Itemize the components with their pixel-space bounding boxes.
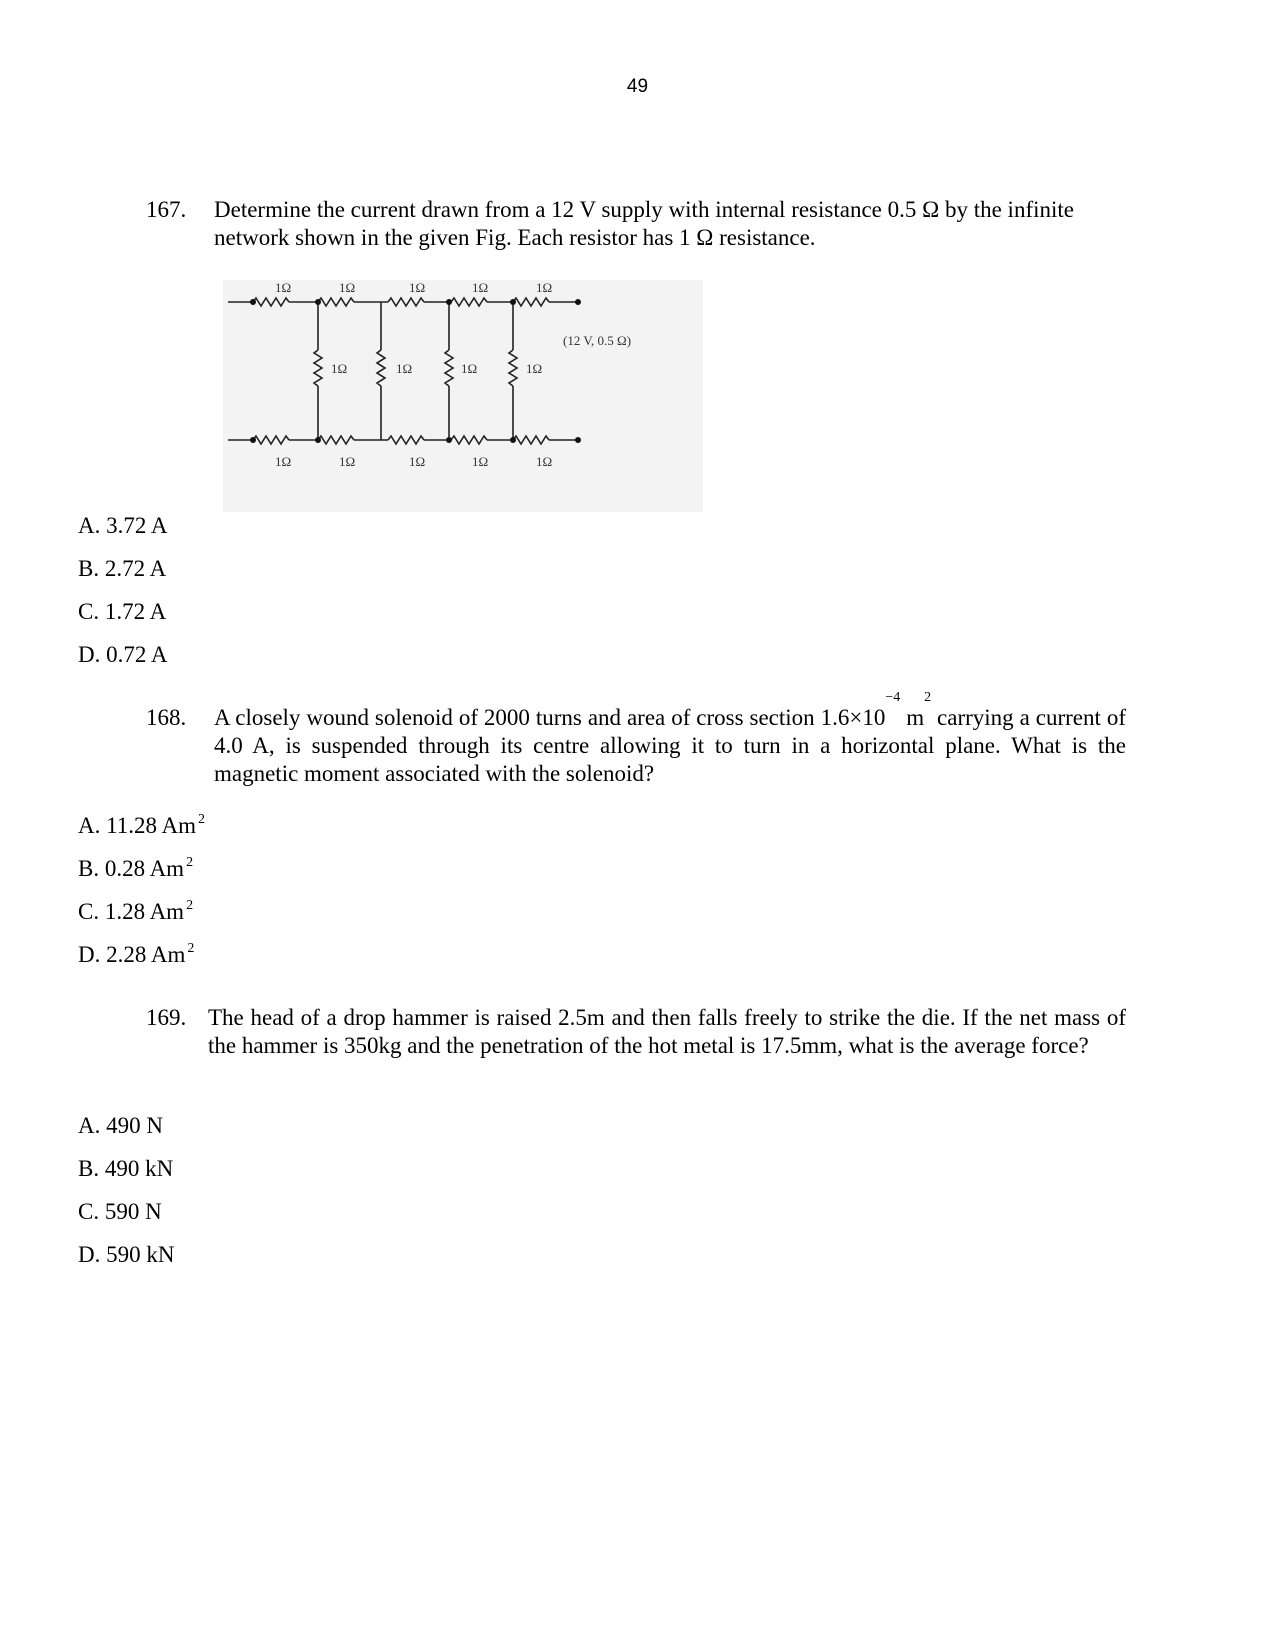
- option-d[interactable]: D. 0.72 A: [78, 642, 168, 667]
- question-text: A closely wound solenoid of 2000 turns and area of cross section $1.6\times 10^{-4}$ $m^2$ carrying a current of 4.0 A, is suspended through its centre allowing it to turn in a horizontal plane. What is the magnetic moment associated with the solenoid?: [214, 690, 1126, 786]
- resistor-label: 1Ω: [331, 361, 348, 376]
- resistor-label: 1Ω: [526, 361, 543, 376]
- question-text: Determine the current drawn from a 12 V supply with internal resistance 0.5 Ω by the infinite network shown in the given Fig. Each resistor has 1 Ω resistance.: [214, 197, 1074, 250]
- question-number: 168.: [146, 705, 187, 730]
- resistor-label: 1Ω: [472, 454, 489, 469]
- resistor-label: 1Ω: [396, 361, 413, 376]
- terminal: [575, 437, 581, 443]
- options-167: [78, 512, 167, 684]
- page-number: 49: [626, 76, 649, 97]
- resistor-label: 1Ω: [409, 280, 426, 295]
- option-c[interactable]: C. 1.72 A: [78, 599, 167, 624]
- options-168: [78, 812, 205, 984]
- option-b[interactable]: B. 0.28 Am $^2$: [78, 855, 194, 881]
- option-b[interactable]: B. 2.72 A: [78, 556, 167, 581]
- resistor-label: 1Ω: [461, 361, 478, 376]
- resistor-label: 1Ω: [275, 280, 292, 295]
- figure-background: [223, 280, 703, 512]
- resistor-label: 1Ω: [409, 454, 426, 469]
- supply-label: (12 V, 0.5 Ω): [563, 333, 632, 348]
- resistor-label: 1Ω: [339, 454, 356, 469]
- option-a[interactable]: A. 490 N: [78, 1113, 163, 1138]
- question-text: The head of a drop hammer is raised 2.5m and then falls freely to strike the die. If the net mass of the hammer is 350kg and the penetration of the hot metal is 17.5mm, what is the average force?: [208, 1005, 1126, 1058]
- resistor-label: 1Ω: [472, 280, 489, 295]
- question-number: 167.: [146, 197, 187, 222]
- option-d[interactable]: D. 2.28 Am $^2$: [78, 941, 195, 967]
- circuit-diagram: [223, 280, 703, 512]
- option-b[interactable]: B. 490 kN: [78, 1156, 174, 1181]
- option-c[interactable]: C. 590 N: [78, 1199, 162, 1224]
- resistor-label: 1Ω: [339, 280, 356, 295]
- resistor-label: 1Ω: [275, 454, 292, 469]
- option-a[interactable]: A. 3.72 A: [78, 513, 168, 538]
- resistor-label: 1Ω: [536, 454, 553, 469]
- option-a[interactable]: A. 11.28 Am $^2$: [78, 812, 205, 838]
- question-number: 169.: [146, 1005, 187, 1030]
- resistor-label: 1Ω: [536, 280, 553, 295]
- options-169: [78, 1112, 174, 1284]
- option-d[interactable]: D. 590 kN: [78, 1242, 175, 1267]
- terminal: [575, 299, 581, 305]
- infinite-resistor-network-figure: [223, 280, 703, 512]
- option-c[interactable]: C. 1.28 Am $^2$: [78, 898, 194, 924]
